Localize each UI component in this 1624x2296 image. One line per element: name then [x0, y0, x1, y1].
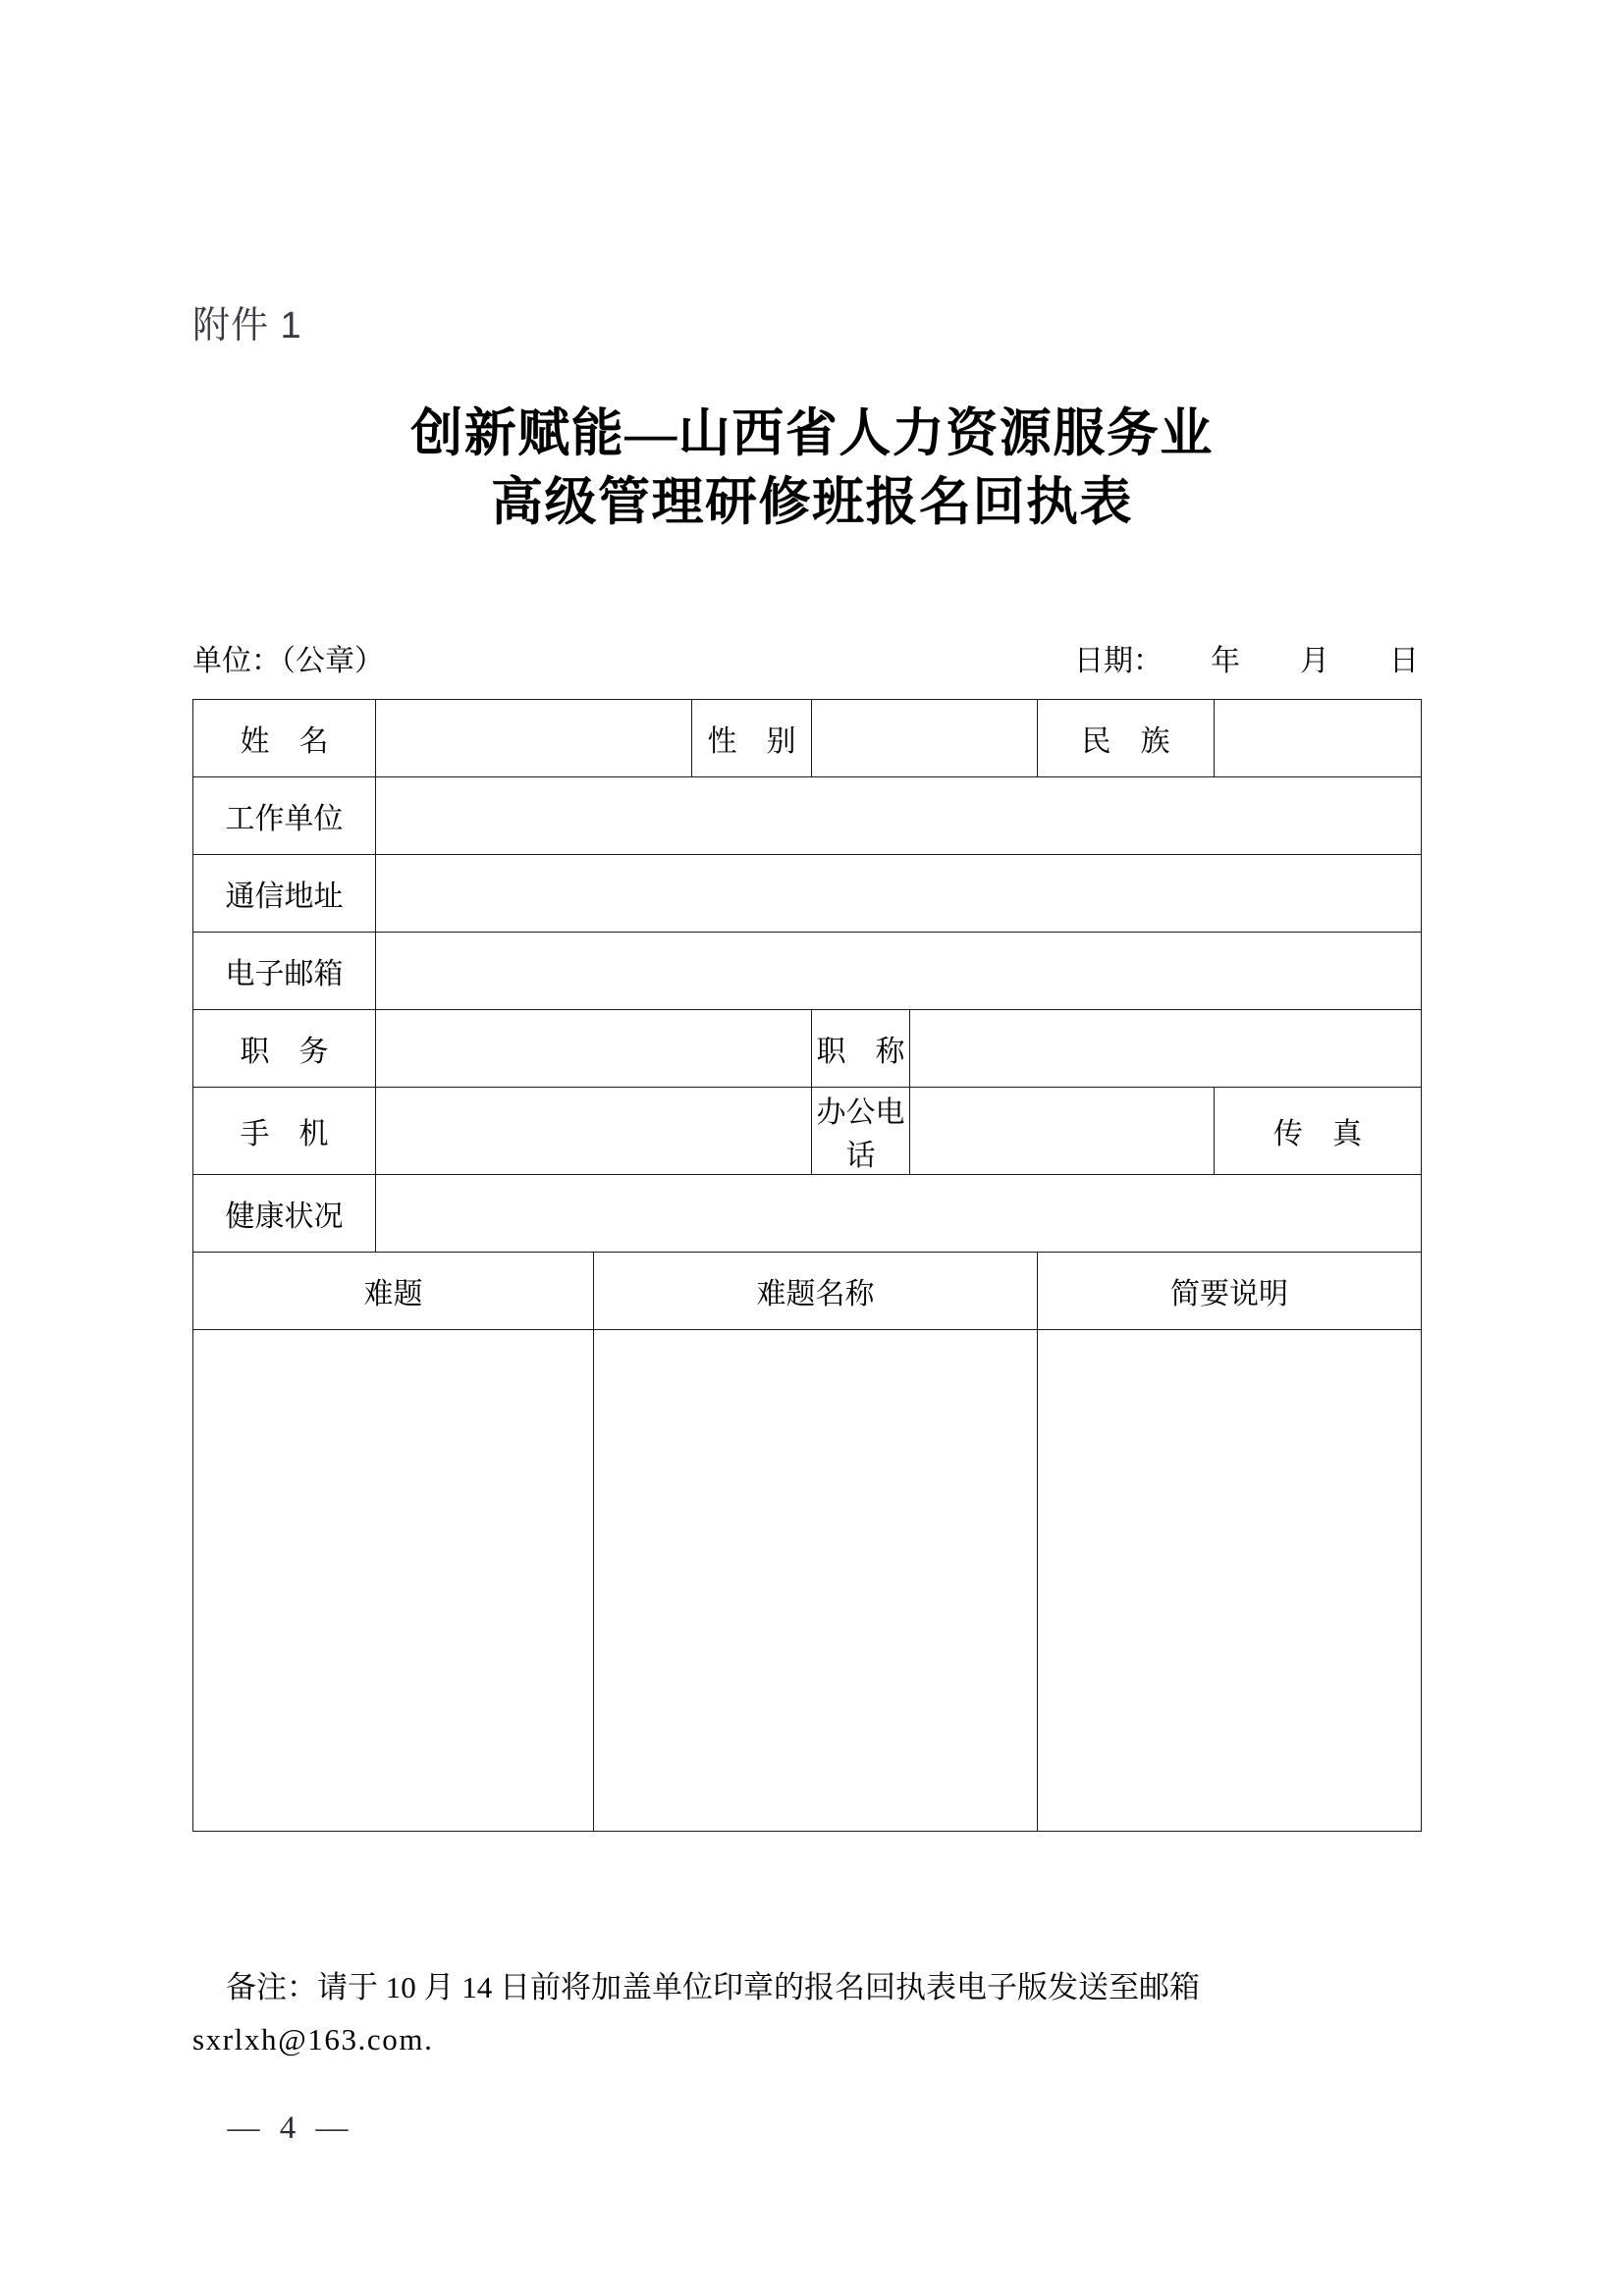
table-row: [193, 1010, 1422, 1088]
field-gender[interactable]: [812, 700, 1038, 777]
page-number: — 4 —: [227, 2110, 354, 2146]
label-mobile: 手 机: [193, 1088, 376, 1175]
field-ethnicity[interactable]: [1215, 700, 1422, 777]
label-office-phone: 办公电话: [812, 1088, 910, 1175]
registration-form-table: [192, 699, 1422, 1832]
label-job-title: 职 称: [812, 1010, 910, 1088]
attachment-label: 附件 1: [192, 305, 302, 347]
field-office-phone[interactable]: [910, 1088, 1215, 1175]
field-problem[interactable]: [193, 1330, 594, 1832]
date-label: 日期：: [1074, 645, 1163, 677]
footer-note: [192, 1961, 1430, 2066]
table-row: [193, 700, 1422, 777]
date-label-group: [1074, 636, 1419, 679]
table-row: [193, 777, 1422, 855]
label-problem: 难题: [193, 1253, 594, 1330]
field-mobile[interactable]: [376, 1088, 812, 1175]
footer-note-text: 备注：请于 10 月 14 日前将加盖单位印章的报名回执表电子版发送至邮箱: [226, 1970, 1200, 2004]
date-month-label: 月: [1300, 645, 1329, 677]
field-health-status[interactable]: [376, 1175, 1422, 1253]
field-job-title[interactable]: [910, 1010, 1422, 1088]
field-email[interactable]: [376, 933, 1422, 1010]
label-problem-name: 难题名称: [594, 1253, 1038, 1330]
table-row: [193, 1088, 1422, 1175]
label-work-unit: 工作单位: [193, 777, 376, 855]
label-fax: 传 真: [1215, 1088, 1422, 1175]
label-name: 姓 名: [193, 700, 376, 777]
table-row: [193, 1253, 1422, 1330]
page-title-line-1: 创新赋能—山西省人力资源服务业: [410, 405, 1214, 462]
table-row: [193, 855, 1422, 933]
label-position: 职 务: [193, 1010, 376, 1088]
table-row: [193, 1330, 1422, 1832]
table-row: [193, 933, 1422, 1010]
page-title-line-2: 高级管理研修班报名回执表: [491, 473, 1133, 531]
label-ethnicity: 民 族: [1038, 700, 1215, 777]
date-year-label: 年: [1211, 645, 1240, 677]
label-problem-description: 简要说明: [1038, 1253, 1422, 1330]
footer-note-email: sxrlxh@163.com.: [192, 2022, 434, 2057]
field-problem-description[interactable]: [1038, 1330, 1422, 1832]
unit-seal-label: 单位：（公章）: [192, 645, 384, 677]
date-day-label: 日: [1389, 645, 1419, 677]
field-work-unit[interactable]: [376, 777, 1422, 855]
label-gender: 性 别: [692, 700, 812, 777]
field-mailing-address[interactable]: [376, 855, 1422, 933]
table-row: [193, 1175, 1422, 1253]
field-position[interactable]: [376, 1010, 812, 1088]
label-mailing-address: 通信地址: [193, 855, 376, 933]
label-email: 电子邮箱: [193, 933, 376, 1010]
field-problem-name[interactable]: [594, 1330, 1038, 1832]
page-title: [0, 400, 1624, 538]
label-health-status: 健康状况: [193, 1175, 376, 1253]
field-name[interactable]: [376, 700, 692, 777]
form-meta-row: [192, 636, 1421, 679]
